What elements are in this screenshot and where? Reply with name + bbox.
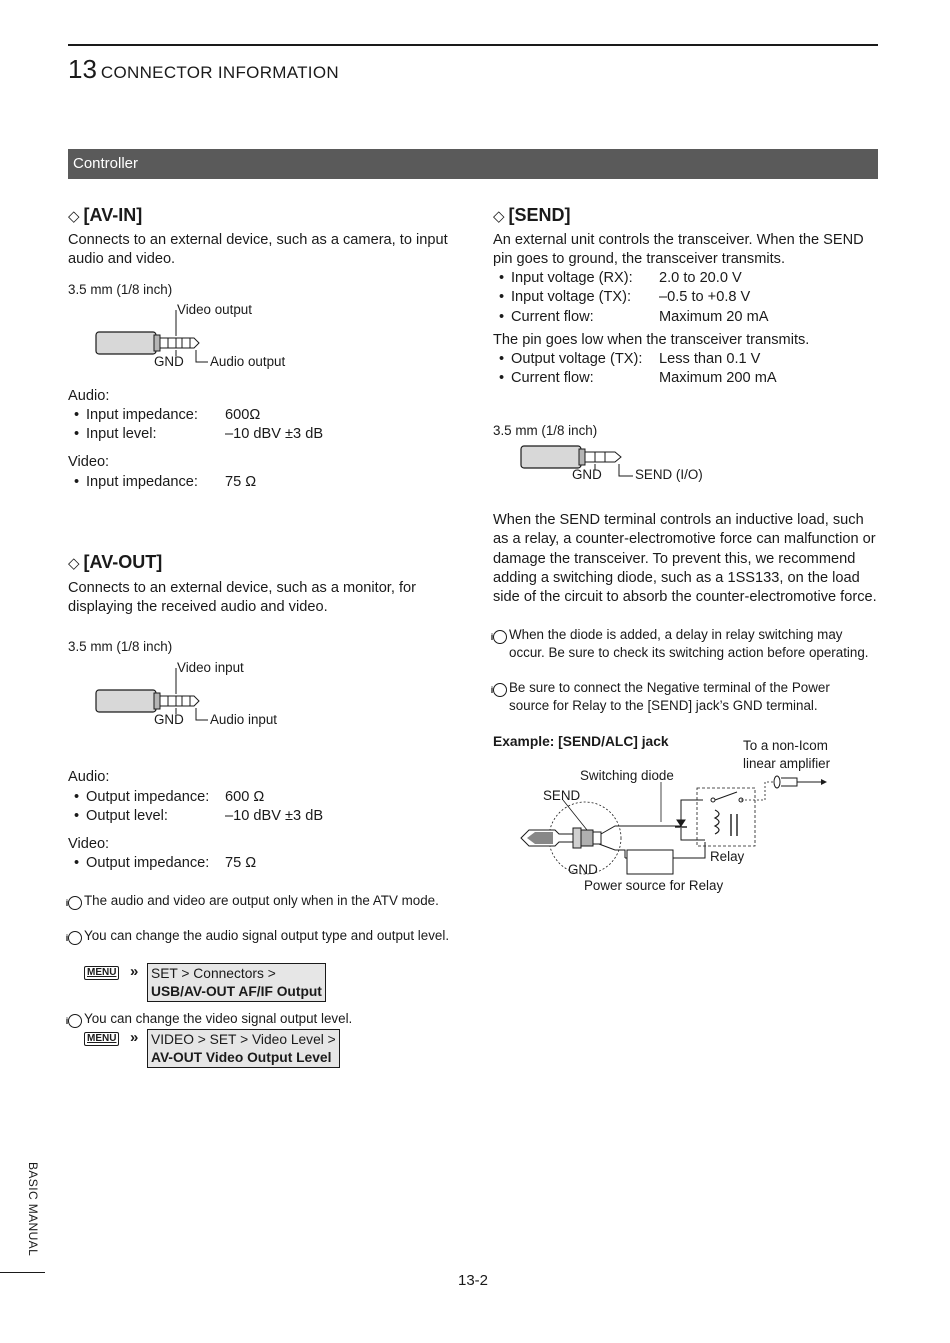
av-in-title: [AV-IN] bbox=[83, 205, 143, 225]
note-text: You can change the video signal output level. bbox=[84, 1011, 353, 1026]
av-out-description: Connects to an external device, such as a monitor, for displaying the received audio and video. bbox=[68, 580, 417, 616]
av-out-plug-size: 3.5 mm (1/8 inch) bbox=[68, 639, 173, 654]
av-in-video-heading: Video: bbox=[68, 454, 110, 470]
av-out-video-heading: Video: bbox=[68, 836, 110, 852]
menu-path-line2: USB/AV-OUT AF/IF Output bbox=[151, 983, 322, 999]
spec-row: • Input voltage (RX): 2.0 to 20.0 V bbox=[493, 269, 878, 288]
arrow-right-icon bbox=[821, 779, 827, 785]
page-number: 13-2 bbox=[458, 1272, 489, 1289]
example-label-gnd: GND bbox=[568, 862, 598, 877]
spec-key: Current flow: bbox=[511, 308, 594, 325]
spec-row: • Input voltage (TX): –0.5 to +0.8 V bbox=[493, 288, 878, 307]
spec-value: –0.5 to +0.8 V bbox=[659, 289, 751, 306]
av-out-note-1 bbox=[65, 892, 453, 910]
av-in-label-video: Video output bbox=[177, 302, 252, 317]
relay-coil bbox=[715, 810, 719, 834]
diamond-icon: ◇ bbox=[68, 555, 80, 572]
send-description: An external unit controls the transceiver. When the SEND pin goes to ground, the transceiver transmits. bbox=[493, 232, 864, 268]
send-specs-1 bbox=[493, 269, 878, 327]
chapter-title: CONNECTOR INFORMATION bbox=[100, 63, 339, 82]
spec-row: • Output impedance: 600 Ω bbox=[68, 788, 428, 807]
spec-value: Less than 0.1 V bbox=[659, 351, 761, 367]
plug-tip bbox=[190, 338, 199, 348]
info-icon: i bbox=[68, 931, 82, 945]
send-plug-diagram bbox=[515, 440, 715, 490]
spec-key: Input voltage (RX): bbox=[511, 270, 633, 286]
spec-value: –10 dBV ±3 dB bbox=[225, 808, 324, 825]
av-in-video-specs bbox=[68, 473, 428, 492]
menu-key-icon: MENU bbox=[84, 1032, 119, 1046]
spec-value: 75 Ω bbox=[225, 474, 257, 490]
menu-path-line1: VIDEO > SET > Video Level > bbox=[151, 1032, 336, 1047]
spec-key: Input impedance: bbox=[86, 407, 198, 423]
side-tab-label: BASIC MANUAL bbox=[26, 1162, 40, 1257]
info-icon: i bbox=[68, 896, 82, 910]
example-label-send: SEND bbox=[543, 788, 581, 803]
chapter-number: 13 bbox=[68, 54, 97, 84]
example-label-diode: Switching diode bbox=[580, 768, 674, 783]
av-out-label-audio: Audio input bbox=[210, 712, 278, 727]
av-out-audio-specs bbox=[68, 788, 428, 827]
plug-tip bbox=[605, 452, 621, 462]
send-plug-size: 3.5 mm (1/8 inch) bbox=[493, 423, 598, 438]
note-text: Be sure to connect the Negative terminal of the Power source for Relay to the [SEND] jack’s GND terminal. bbox=[509, 680, 830, 713]
section-bar: Controller bbox=[68, 149, 878, 179]
example-label-power: Power source for Relay bbox=[584, 878, 724, 893]
note-text: You can change the audio signal output type and output level. bbox=[84, 928, 450, 943]
spec-value: 75 Ω bbox=[225, 855, 257, 871]
spec-row: • Input level: –10 dBV ±3 dB bbox=[68, 425, 428, 444]
plug-body bbox=[96, 332, 156, 354]
plug-tip bbox=[190, 696, 199, 706]
plug-body bbox=[521, 446, 581, 468]
av-out-label-video: Video input bbox=[177, 660, 244, 675]
diamond-icon: ◇ bbox=[68, 208, 80, 225]
plug-body bbox=[96, 690, 156, 712]
av-in-label-audio: Audio output bbox=[210, 354, 286, 369]
example-title: Example: [SEND/ALC] jack bbox=[493, 734, 669, 749]
av-in-plug-size: 3.5 mm (1/8 inch) bbox=[68, 282, 173, 297]
plug-collar bbox=[154, 693, 160, 709]
spec-key: Output level: bbox=[86, 808, 168, 825]
spec-value: Maximum 200 mA bbox=[659, 370, 777, 387]
diamond-icon: ◇ bbox=[493, 208, 505, 225]
av-out-label-gnd: GND bbox=[154, 712, 184, 727]
send-inductive-paragraph: When the SEND terminal controls an inductive load, such as a relay, a counter-electromotive force can malfunction or damage the transceiver. To prevent this, we recommend adding a switching diode, such as a 1SS133, on the load side of the circuit to absorb the counter-electromotive force. bbox=[493, 512, 877, 606]
av-in-audio-specs bbox=[68, 406, 428, 445]
send-title: [SEND] bbox=[508, 205, 571, 225]
spec-row: • Input impedance: 75 Ω bbox=[68, 473, 428, 492]
send-specs-2 bbox=[493, 350, 878, 389]
menu-path-box bbox=[147, 963, 326, 1002]
spec-value: 2.0 to 20.0 V bbox=[659, 270, 742, 286]
menu-path-box bbox=[147, 1029, 340, 1068]
spec-key: Input voltage (TX): bbox=[511, 289, 632, 306]
side-rule bbox=[0, 1272, 45, 1273]
spec-row: • Output level: –10 dBV ±3 dB bbox=[68, 807, 428, 826]
av-in-audio-heading: Audio: bbox=[68, 388, 110, 404]
info-icon: i bbox=[493, 630, 507, 644]
av-in-description: Connects to an external device, such as a camera, to input audio and video. bbox=[68, 232, 448, 268]
spec-key: Input level: bbox=[86, 426, 157, 443]
spec-value: 600Ω bbox=[225, 407, 261, 423]
spec-row: • Current flow: Maximum 200 mA bbox=[493, 369, 878, 388]
menu-path-line1: SET > Connectors > bbox=[151, 966, 276, 981]
relay-box bbox=[697, 788, 755, 846]
send-label-io: SEND (I/O) bbox=[635, 467, 703, 482]
menu-path-line2: AV-OUT Video Output Level bbox=[151, 1049, 332, 1065]
send-example-circuit bbox=[515, 770, 835, 880]
header-rule bbox=[68, 44, 878, 46]
spec-key: Output impedance: bbox=[86, 789, 210, 805]
av-out-note-2 bbox=[65, 927, 453, 945]
av-out-audio-heading: Audio: bbox=[68, 769, 110, 785]
spec-value: –10 dBV ±3 dB bbox=[225, 426, 324, 443]
spec-key: Output impedance: bbox=[86, 855, 210, 871]
info-icon: i bbox=[68, 1014, 82, 1028]
send-note-1 bbox=[490, 626, 873, 662]
side-tab bbox=[22, 1162, 46, 1262]
spec-row: • Output voltage (TX): Less than 0.1 V bbox=[493, 350, 878, 369]
example-label-amp: To a non-Icom linear amplifier bbox=[743, 738, 831, 771]
plug-collar bbox=[579, 449, 585, 465]
plug-collar bbox=[154, 335, 160, 351]
example-label-relay: Relay bbox=[710, 849, 745, 864]
spec-row: • Input impedance: 600Ω bbox=[68, 406, 428, 425]
menu-arrow: » bbox=[130, 1029, 139, 1046]
plug-ring bbox=[176, 338, 190, 348]
spec-value: 600 Ω bbox=[225, 789, 265, 805]
rca-plug bbox=[774, 776, 780, 788]
menu-key-icon: MENU bbox=[84, 966, 119, 980]
note-text: The audio and video are output only when in the ATV mode. bbox=[84, 893, 439, 908]
spec-value: Maximum 20 mA bbox=[659, 308, 769, 325]
av-out-video-specs bbox=[68, 854, 428, 873]
note-text: When the diode is added, a delay in relay switching may occur. Be sure to check its switching action before operating. bbox=[509, 627, 869, 660]
battery-icon bbox=[627, 850, 673, 874]
chapter-heading bbox=[68, 54, 339, 88]
spec-key: Output voltage (TX): bbox=[511, 351, 643, 367]
send-note-2 bbox=[490, 679, 873, 715]
av-in-heading bbox=[68, 205, 142, 226]
av-out-note-3 bbox=[65, 1010, 453, 1028]
info-icon: i bbox=[493, 683, 507, 697]
spec-row: • Current flow: Maximum 20 mA bbox=[493, 308, 878, 327]
av-out-heading bbox=[68, 552, 162, 573]
menu-arrow: » bbox=[130, 963, 139, 980]
send-heading bbox=[493, 205, 571, 226]
send-label-gnd: GND bbox=[572, 467, 602, 482]
spec-key: Input impedance: bbox=[86, 474, 198, 490]
av-in-label-gnd: GND bbox=[154, 354, 184, 369]
plug-ring bbox=[176, 696, 190, 706]
send-low-text: The pin goes low when the transceiver transmits. bbox=[493, 332, 810, 348]
spec-key: Current flow: bbox=[511, 370, 594, 387]
spec-row: • Output impedance: 75 Ω bbox=[68, 854, 428, 873]
av-out-title: [AV-OUT] bbox=[83, 552, 163, 572]
